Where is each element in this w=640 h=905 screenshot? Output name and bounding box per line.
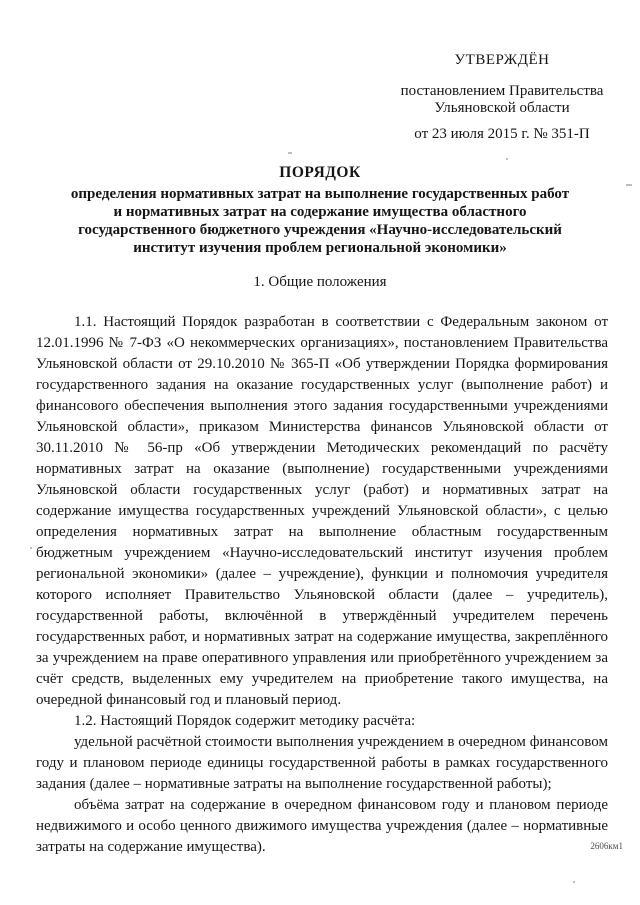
paragraph: удельной расчётной стоимости выполнения учреждением в очередном финансовом году и плановом периоде единицы государственной работы в рамках государственного задания (далее – нормативные затраты на выполнение государственной работы); — [36, 734, 608, 792]
document-subtitle-line: и нормативных затрат на содержание имущества областного — [113, 204, 527, 220]
scan-speckle — [626, 184, 632, 186]
approval-block — [394, 52, 610, 143]
paragraph: объёма затрат на содержание в очередном финансовом году и плановом периоде недвижимого и особо ценного движимого имущества учреждения (далее – нормативные затраты на содержание имущества). — [36, 797, 608, 855]
document-subtitle-line: государственного бюджетного учреждения «Научно-исследовательский — [78, 222, 562, 238]
approval-by-line-2: Ульяновской области — [434, 100, 570, 116]
paragraph: 1.1. Настоящий Порядок разработан в соответствии с Федеральным законом от 12.01.1996 № 7-ФЗ «О некоммерческих организациях», постановлением Правительства Ульяновской области от 29.10.2010 № 365-П «Об утверждении Порядка формирования государственного задания на оказание государственных услуг (выполнение работ) и финансового обеспечения выполнения этого задания государственными учреждениями Ульяновской области», приказом Министерства финансов Ульяновской области от 30.11.2010 № 56-пр «Об утверждении Методических рекомендаций по расчёту нормативных затрат на оказание (выполнение) государственными учреждениями Ульяновской области государственных услуг (работ) и нормативных затрат на содержание имущества государственных учреждений Ульяновской области», с целью определения нормативных затрат на выполнение областным государственным бюджетным учреждением «Научно-исследовательский институт изучения проблем региональной экономики» (далее – учреждение), функции и полномочия учредителя которого исполняет Правительство Ульяновской области (далее – учредитель), государственной работы, включённой в утверждённый учредителем перечень государственных работ, и нормативных затрат на содержание имущества, закреплённого за учреждением на праве оперативного управления или приобретённого учреждением за счёт средств, выделенных ему учредителем на приобретение такого имущества, на очередной финансовый год и плановый период. — [36, 314, 608, 708]
scan-speckle — [573, 881, 575, 883]
scan-speckle — [30, 547, 32, 549]
document-subtitle-line: определения нормативных затрат на выполнение государственных работ — [70, 186, 570, 202]
document-title-block — [0, 164, 640, 257]
document-subtitle-line: институт изучения проблем региональной экономики» — [133, 240, 507, 256]
approval-status: УТВЕРЖДЁН — [454, 52, 550, 68]
document-title: ПОРЯДОК — [279, 164, 361, 181]
scan-speckle — [288, 152, 292, 154]
approval-by-line-1: постановлением Правительства — [400, 83, 604, 99]
document-body — [36, 312, 608, 858]
scan-speckle — [506, 158, 508, 160]
section-heading: 1. Общие положения — [253, 274, 387, 290]
paragraph: 1.2. Настоящий Порядок содержит методику расчёта: — [74, 713, 416, 729]
approval-date-number: от 23 июля 2015 г. № 351-П — [414, 126, 590, 142]
footer-code: 2606км1 — [590, 841, 623, 851]
